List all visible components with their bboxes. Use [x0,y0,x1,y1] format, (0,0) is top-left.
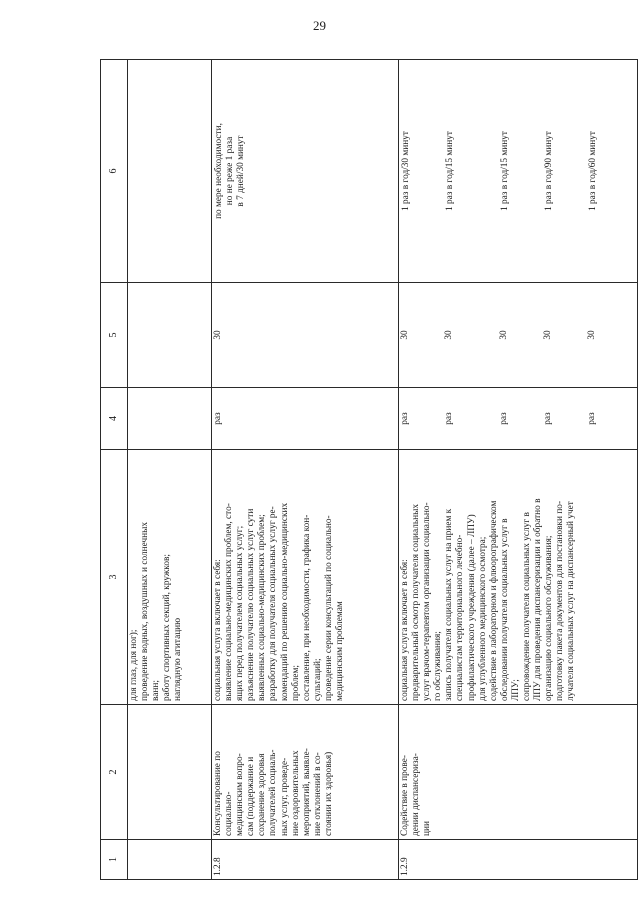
column-header: 2 [101,705,128,840]
count-line: 30 [400,330,410,340]
name-line: ных услуг, проведе- [279,757,290,836]
content-line: проведение серии консультаций по социально- [323,515,334,701]
column-header: 6 [101,60,128,283]
column-header: 3 [101,450,128,705]
service-name [128,705,212,840]
duration-line: в 7 дней/30 минут [236,135,247,207]
duration-line: 1 раз в год/15 минут [500,131,511,211]
content-line: разъяснение получателю социальных услуг сути [246,508,257,701]
duration-line: но не реже 1 раза [225,136,236,206]
services-table [100,59,638,880]
service-count [399,283,638,388]
service-count [128,283,212,388]
duration-line: 1 раз в год/15 минут [445,131,456,211]
name-line: Содействие в прове- [400,755,410,836]
name-line: мероприятий, выявле- [301,748,312,836]
column-header: 5 [101,283,128,388]
table-row [128,60,212,880]
name-line: ние отклонений в со- [312,752,323,836]
content-line: специалистам территориального лечебно- [455,534,466,701]
service-name [212,705,399,840]
name-line: Консультирование по [213,751,223,836]
content-line: услуг врачом-терапевтом организации социально- [422,502,433,701]
content-line: сопровождение получателя социальных услуг в [522,512,533,701]
service-duration [128,60,212,283]
service-unit [399,388,638,450]
name-line: социально- [224,791,235,836]
unit-line: раз [543,412,554,425]
content-line: разработку для получателя социальных услуг ре- [268,506,279,701]
content-line: ванн; [151,680,162,701]
content-line: социальная услуга включает в себя: [400,559,410,701]
content-line: организацию социального обслуживания; [544,535,555,701]
content-line: наглядную агитацию [173,617,184,701]
name-line: ние оздоровительных [290,750,301,836]
content-line: проведение водных, воздушных и солнечных [140,521,151,701]
service-content [212,450,399,705]
content-line: составление, при необходимости, графика кон- [301,514,312,701]
name-line: ции [422,821,433,836]
page-number: 29 [313,18,326,33]
name-line: дении диспансериза- [411,753,422,836]
content-line: выявление социально-медицинских проблем, сто- [224,503,235,701]
name-line: стоянии их здоровья) [323,751,334,836]
content-line: социальная услуга включает в себя: [213,559,223,701]
content-line: лучателя социальных услуг на диспансерный учет [566,501,577,701]
unit-line: раз [587,412,598,425]
name-line: сохранение здоровья [257,753,268,836]
service-duration [212,60,399,283]
duration-line: 1 раз в год/30 минут [401,131,411,211]
service-unit [128,388,212,450]
table-row [399,60,638,880]
table-header-row [101,60,128,880]
content-line: медицинским проблемам [335,601,346,701]
content-line: подготовку пакета документов для постановки по- [555,500,566,701]
duration-line: по мере необходимости, [214,123,224,219]
count-line: 30 [587,330,598,340]
column-header: 1 [101,840,128,880]
rotated-page-content [100,60,620,880]
content-line: профилактического учреждения (далее – ЛПУ) [466,514,477,701]
column-header: 4 [101,388,128,450]
unit-line: раз [499,412,510,425]
service-content [399,450,638,705]
content-line: сультаций; [312,658,323,701]
unit-line: раз [444,412,455,425]
duration-line: 1 раз в год/60 минут [588,131,599,211]
service-content [128,450,212,705]
service-count: 30 [212,283,399,388]
row-number [128,840,212,880]
content-line: для глаз, для ног); [129,629,139,701]
content-line: предварительный осмотр получателя социальных [411,504,422,701]
content-line: для углубленного медицинского осмотра; [477,536,488,701]
table-row [212,60,399,880]
count-line: 30 [543,330,554,340]
count-line: 30 [499,330,510,340]
service-duration [399,60,638,283]
duration-line: 1 раз в год/90 минут [544,131,555,211]
content-line: го обслуживания; [433,631,444,701]
name-line: получателей социаль- [268,749,279,836]
unit-line: раз [400,412,410,425]
content-line: обследовании получателя социальных услуг в [499,518,510,701]
name-line: медицинским вопро- [235,753,246,836]
service-unit: раз [212,388,399,450]
content-line: запись получателя социальных услуг на прием к [444,508,455,701]
content-line: ящих перед получателем социальных услуг; [235,525,246,701]
content-line: ЛПУ для проведения диспансеризации и обратно в [533,498,544,701]
row-number: 1.2.8 [212,840,399,880]
content-line: содействие в лабораторном и флюорографическом [488,500,499,701]
content-line: ЛПУ; [510,679,521,701]
count-line: 30 [444,330,455,340]
content-line: комендаций по решению социально-медицинских [279,502,290,701]
service-name [399,705,638,840]
row-number: 1.2.9 [399,840,638,880]
content-line: работу спортивных секций, кружков; [162,554,173,701]
content-line: проблем; [290,664,301,701]
name-line: сам (поддержание и [246,756,257,836]
content-line: выявленных социально-медицинских проблем; [257,514,268,701]
